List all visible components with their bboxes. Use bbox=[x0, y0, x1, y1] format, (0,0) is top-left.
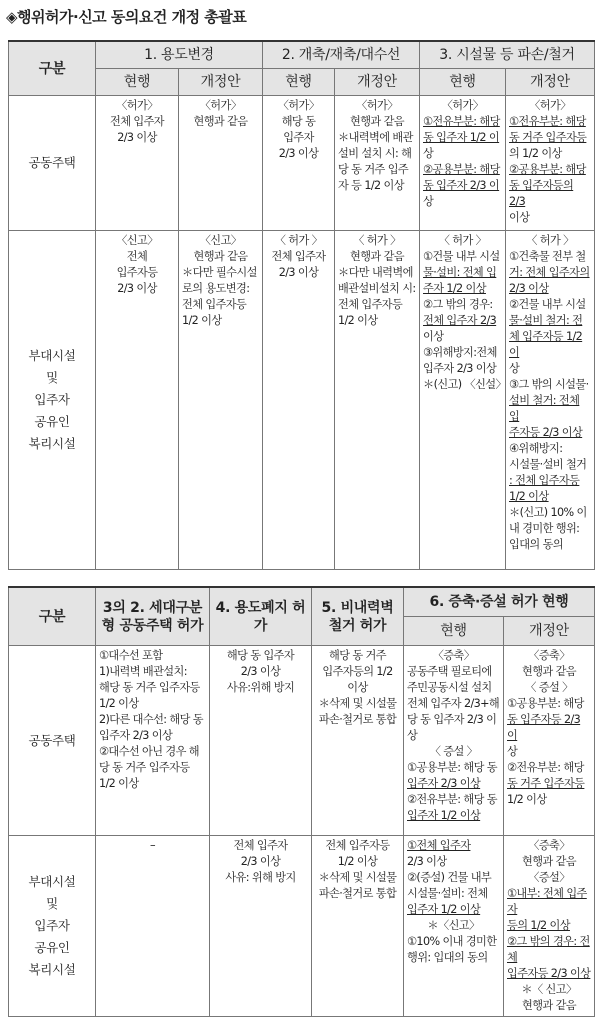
cell-line: ＊〈신고〉 bbox=[427, 919, 480, 932]
cell-line: 〈허가〉 bbox=[356, 99, 398, 112]
cell-line: 등의 1/2 이상 bbox=[507, 919, 570, 932]
cell-line: 1/2 이상 bbox=[99, 697, 139, 710]
cell-line: ②(증설) 건물 내부 bbox=[407, 871, 492, 884]
cell-line: ②그 밖의 경우: 전체 bbox=[507, 935, 590, 964]
cell-line: 〈 허가 〉 bbox=[353, 234, 401, 247]
cell-line: 해당 동 입주자 bbox=[226, 649, 295, 662]
table-cell bbox=[312, 646, 404, 836]
cell-line: 입주자 bbox=[283, 131, 314, 144]
page-title: ◈행위허가·신고 동의요건 개정 총괄표 bbox=[6, 8, 247, 26]
cell-line: 2/3 이상 bbox=[509, 282, 549, 295]
cell-line: ①전유부분: 해당 bbox=[423, 115, 500, 128]
cell-line: 거: 전체 입주자의 bbox=[509, 266, 590, 279]
cell-line: 전체 입주자 bbox=[271, 250, 326, 263]
header-gubun: 구분 bbox=[9, 587, 96, 646]
cell-line: 〈신고〉 bbox=[116, 234, 158, 247]
cell-line: ＊다만 내력벽에 bbox=[338, 266, 413, 279]
cell-line: – bbox=[150, 839, 155, 852]
table-cell bbox=[404, 836, 504, 1017]
table-cell bbox=[263, 96, 335, 231]
cell-line: 행위: 입대의 동의 bbox=[407, 951, 488, 964]
row-label bbox=[9, 646, 96, 836]
cell-line: 현행과 같음 bbox=[350, 250, 404, 263]
cell-line: ①공용부분: 해당 bbox=[507, 697, 584, 710]
cell-line: 2/3 이상 bbox=[117, 131, 157, 144]
table-cell bbox=[210, 836, 312, 1017]
cell-line: ＊(신고) 10% 이 bbox=[509, 506, 587, 519]
cell-line: 동 입주자등 2/3 이 bbox=[507, 713, 581, 742]
label-line: 및 bbox=[46, 896, 58, 911]
cell-line: ②전유부분: 해당 bbox=[507, 761, 584, 774]
table-cell bbox=[263, 231, 335, 570]
cell-line: 동 입주자등의 2/3 bbox=[509, 179, 574, 208]
cell-line: 〈신고〉 bbox=[199, 234, 242, 247]
cell-line: 입주자 2/3 이상 bbox=[407, 777, 481, 790]
cell-line: 자 등 1/2 이상 bbox=[338, 179, 404, 192]
cell-line: ②공용부분: 해당 bbox=[509, 163, 586, 176]
cell-line: 동 입주자 2/3 이 bbox=[423, 179, 500, 192]
cell-line: : 전체 입주자등 bbox=[509, 474, 580, 487]
table-cell bbox=[179, 231, 263, 570]
header-sub: 현행 bbox=[96, 69, 179, 96]
cell-line: 물·설비: 전체 입 bbox=[423, 266, 497, 279]
cell-line: ②전유부분: 해당 동 bbox=[407, 793, 497, 806]
header-gubun: 구분 bbox=[9, 41, 96, 96]
cell-line: 상 bbox=[509, 362, 520, 375]
cell-line: 1/2 이상 bbox=[338, 314, 378, 327]
table-cell bbox=[210, 646, 312, 836]
cell-line: 전체 입주자 2/3+해 bbox=[407, 697, 500, 710]
cell-line: 〈 허가 〉 bbox=[526, 234, 574, 247]
cell-line: ①전체 입주자 bbox=[407, 839, 471, 852]
table-cell bbox=[96, 836, 210, 1017]
cell-line: ②건물 내부 시설 bbox=[509, 298, 586, 311]
cell-line: ②그 밖의 경우: bbox=[423, 298, 493, 311]
table-cell bbox=[96, 646, 210, 836]
cell-line: 〈증설〉 bbox=[528, 871, 570, 884]
cell-line: 상 bbox=[423, 147, 434, 160]
header-sub: 개정안 bbox=[506, 69, 595, 96]
table-cell bbox=[404, 646, 504, 836]
cell-line: 주민공동시설 설치 bbox=[407, 681, 492, 694]
cell-line: 동 거주 입주자등 bbox=[509, 131, 587, 144]
cell-line: 현행과 같음 bbox=[193, 115, 248, 128]
table-cell bbox=[96, 231, 179, 570]
cell-line: 〈 허가 〉 bbox=[274, 234, 323, 247]
cell-line: 주자등 2/3 이상 bbox=[509, 426, 583, 439]
cell-line: 체 입주자등 1/2 이 bbox=[509, 330, 583, 359]
cell-line: ①건축물 전부 철 bbox=[509, 250, 586, 263]
cell-line: 공동주택 필로티에 bbox=[407, 665, 492, 678]
cell-line: 〈허가〉 bbox=[199, 99, 242, 112]
cell-line: ①10% 이내 경미한 bbox=[407, 935, 497, 948]
cell-line: 1)내력벽 배관설치: bbox=[99, 665, 187, 678]
cell-line: ③그 밖의 시설물· bbox=[509, 378, 589, 391]
label-line: 공유인 bbox=[34, 414, 70, 429]
cell-line: ＊삭제 및 시설물 bbox=[318, 871, 397, 884]
table-cell bbox=[335, 231, 420, 570]
cell-line: 현행과 같음 bbox=[193, 250, 248, 263]
row-label bbox=[9, 231, 96, 570]
cell-line: 〈허가〉 bbox=[441, 99, 484, 112]
cell-line: ＊〈 신고〉 bbox=[521, 983, 577, 996]
cell-line: 입주자 1/2 이상 bbox=[407, 903, 481, 916]
cell-line: 1/2 이상 bbox=[507, 793, 547, 806]
cell-line: ①공용부분: 해당 동 bbox=[407, 761, 497, 774]
cell-line: 내 경미한 행위: bbox=[509, 522, 580, 535]
cell-line: 물·설비 철거: 전 bbox=[509, 314, 583, 327]
cell-line: 〈증축〉 bbox=[432, 649, 475, 662]
cell-line: 전체 입주자등 bbox=[325, 839, 390, 852]
cell-line: ＊삭제 및 시설물 bbox=[318, 697, 397, 710]
header-group: 3의 2. 세대구분형 공동주택 허가 bbox=[96, 587, 210, 646]
cell-line: 사유:위해 방지 bbox=[226, 681, 295, 694]
cell-line: 입대의 동의 bbox=[509, 538, 563, 551]
cell-line: ①건물 내부 시설 bbox=[423, 250, 500, 263]
cell-line: ＊내력벽에 배관 bbox=[338, 131, 413, 144]
cell-line: 설비 철거: 전체 입 bbox=[509, 394, 580, 423]
header-sub: 개정안 bbox=[504, 617, 595, 646]
label-line: 입주자 bbox=[34, 392, 70, 407]
cell-line: 이상 bbox=[509, 211, 530, 224]
cell-line: 당 동 입주자 2/3 이상 bbox=[407, 713, 497, 742]
cell-line: 상 bbox=[423, 195, 434, 208]
cell-line: 시설물·설비 철거 bbox=[509, 458, 587, 471]
cell-line: 해당 동 거주 bbox=[329, 649, 386, 662]
cell-line: 입주자등의 1/2 bbox=[322, 665, 393, 678]
cell-line: 입주자 1/2 이상 bbox=[407, 809, 481, 822]
cell-line: 전체 입주자등 bbox=[182, 298, 247, 311]
cell-line: 이상 bbox=[423, 330, 444, 343]
header-group: 1. 용도변경 bbox=[96, 41, 263, 69]
cell-line: 로의 용도변경: bbox=[182, 282, 250, 295]
row-label bbox=[9, 836, 96, 1017]
cell-line: ①내부: 전체 입주자 bbox=[507, 887, 587, 916]
cell-line: 의 1/2 이상 bbox=[509, 147, 562, 160]
table-cell bbox=[312, 836, 404, 1017]
cell-line: 2/3 이상 bbox=[240, 855, 281, 868]
cell-line: 〈 증설 〉 bbox=[429, 745, 478, 758]
cell-line: 입주자 2/3 이상 bbox=[423, 362, 497, 375]
cell-line: 1/2 이상 bbox=[337, 855, 378, 868]
cell-line: 시설물·설비: 전체 bbox=[407, 887, 488, 900]
cell-line: 전체 입주자 bbox=[110, 115, 164, 128]
cell-line: 〈허가〉 bbox=[116, 99, 158, 112]
cell-line: 파손·철거로 통합 bbox=[318, 887, 397, 900]
cell-line: 설비 설치 시: 해 bbox=[338, 147, 412, 160]
table-cell bbox=[504, 646, 595, 836]
cell-line: 〈 허가 〉 bbox=[438, 234, 487, 247]
cell-line: 사유: 위해 방지 bbox=[225, 871, 296, 884]
header-sub: 현행 bbox=[420, 69, 506, 96]
cell-line: 상 bbox=[507, 745, 518, 758]
cell-line: 해당 동 거주 입주자등 bbox=[99, 681, 200, 694]
cell-line: 당 동 거주 입주 bbox=[338, 163, 409, 176]
cell-line: ＊다만 필수시설 bbox=[182, 266, 257, 279]
cell-line: 2/3 이상 bbox=[240, 665, 281, 678]
cell-line: 현행과 같음 bbox=[522, 665, 576, 678]
label-line: 공동주택 bbox=[28, 155, 76, 170]
cell-line: 〈허가〉 bbox=[529, 99, 571, 112]
summary-table-2 bbox=[8, 586, 595, 1017]
cell-line: 〈허가〉 bbox=[277, 99, 320, 112]
table-cell bbox=[420, 231, 506, 570]
cell-line: 파손·철거로 통합 bbox=[318, 713, 397, 726]
label-line: 공유인 bbox=[34, 940, 70, 955]
header-group: 5. 비내력벽 철거 허가 bbox=[312, 587, 404, 646]
cell-line: 1/2 이상 bbox=[99, 777, 139, 790]
label-line: 및 bbox=[46, 370, 58, 385]
cell-line: 2/3 이상 bbox=[278, 147, 319, 160]
cell-line: ＊(신고) 〈신설〉 bbox=[423, 378, 507, 391]
cell-line: 배관설비설치 시: bbox=[338, 282, 416, 295]
cell-line: 전체 입주자 bbox=[233, 839, 288, 852]
cell-line: ②공용부분: 해당 bbox=[423, 163, 500, 176]
header-sub: 개정안 bbox=[335, 69, 420, 96]
cell-line: 1/2 이상 bbox=[182, 314, 222, 327]
header-group: 6. 증축·증설 허가 현행 bbox=[404, 587, 595, 617]
cell-line: 입주자등 2/3 이상 bbox=[507, 967, 591, 980]
header-sub: 현행 bbox=[404, 617, 504, 646]
header-sub: 개정안 bbox=[179, 69, 263, 96]
cell-line: ②대수선 아닌 경우 해 bbox=[99, 745, 199, 758]
cell-line: 〈 증설 〉 bbox=[525, 681, 573, 694]
cell-line: 2/3 이상 bbox=[407, 855, 447, 868]
label-line: 부대시설 bbox=[28, 874, 76, 889]
cell-line: 1/2 이상 bbox=[509, 490, 549, 503]
cell-line: 2/3 이상 bbox=[117, 282, 157, 295]
label-line: 복리시설 bbox=[28, 962, 76, 977]
cell-line: 현행과 같음 bbox=[522, 999, 576, 1012]
cell-line: 〈증축〉 bbox=[528, 839, 570, 852]
label-line: 복리시설 bbox=[28, 436, 76, 451]
label-line: 부대시설 bbox=[28, 348, 76, 363]
summary-table-1 bbox=[8, 40, 595, 570]
table-cell bbox=[179, 96, 263, 231]
header-sub: 현행 bbox=[263, 69, 335, 96]
table-cell bbox=[96, 96, 179, 231]
table-cell bbox=[504, 836, 595, 1017]
cell-line: ④위해방지: bbox=[509, 442, 563, 455]
header-group: 2. 개축/재축/대수선 bbox=[263, 41, 420, 69]
label-line: 공동주택 bbox=[28, 732, 76, 748]
cell-line: 전체 입주자 2/3 bbox=[423, 314, 497, 327]
table-cell bbox=[335, 96, 420, 231]
label-line: 입주자 bbox=[34, 918, 70, 933]
cell-line: 2)다른 대수선: 해당 동 bbox=[99, 713, 203, 726]
cell-line: ③위해방지:전체 bbox=[423, 346, 497, 359]
cell-line: 당 동 거주 입주자등 bbox=[99, 761, 190, 774]
cell-line: 현행과 같음 bbox=[522, 855, 576, 868]
cell-line: 해당 동 bbox=[281, 115, 316, 128]
cell-line: ①대수선 포함 bbox=[99, 649, 163, 662]
cell-line: 입주자등 bbox=[116, 266, 158, 279]
table-cell bbox=[420, 96, 506, 231]
header-group: 4. 용도폐지 허가 bbox=[210, 587, 312, 646]
cell-line: 전체 bbox=[126, 250, 148, 263]
cell-line: ①전유부분: 해당 bbox=[509, 115, 586, 128]
row-label bbox=[9, 96, 96, 231]
cell-line: 동 입주자 1/2 이 bbox=[423, 131, 500, 144]
cell-line: 2/3 이상 bbox=[278, 266, 319, 279]
cell-line: 이상 bbox=[347, 681, 368, 694]
cell-line: 〈증축〉 bbox=[528, 649, 570, 662]
cell-line: 주자 1/2 이상 bbox=[423, 282, 486, 295]
cell-line: 입주자 2/3 이상 bbox=[99, 729, 173, 742]
header-group: 3. 시설물 등 파손/철거 bbox=[420, 41, 595, 69]
cell-line: 전체 입주자등 bbox=[338, 298, 403, 311]
table-cell bbox=[506, 96, 595, 231]
cell-line: 현행과 같음 bbox=[350, 115, 404, 128]
cell-line: 동 거주 입주자등 bbox=[507, 777, 585, 790]
table-cell bbox=[506, 231, 595, 570]
